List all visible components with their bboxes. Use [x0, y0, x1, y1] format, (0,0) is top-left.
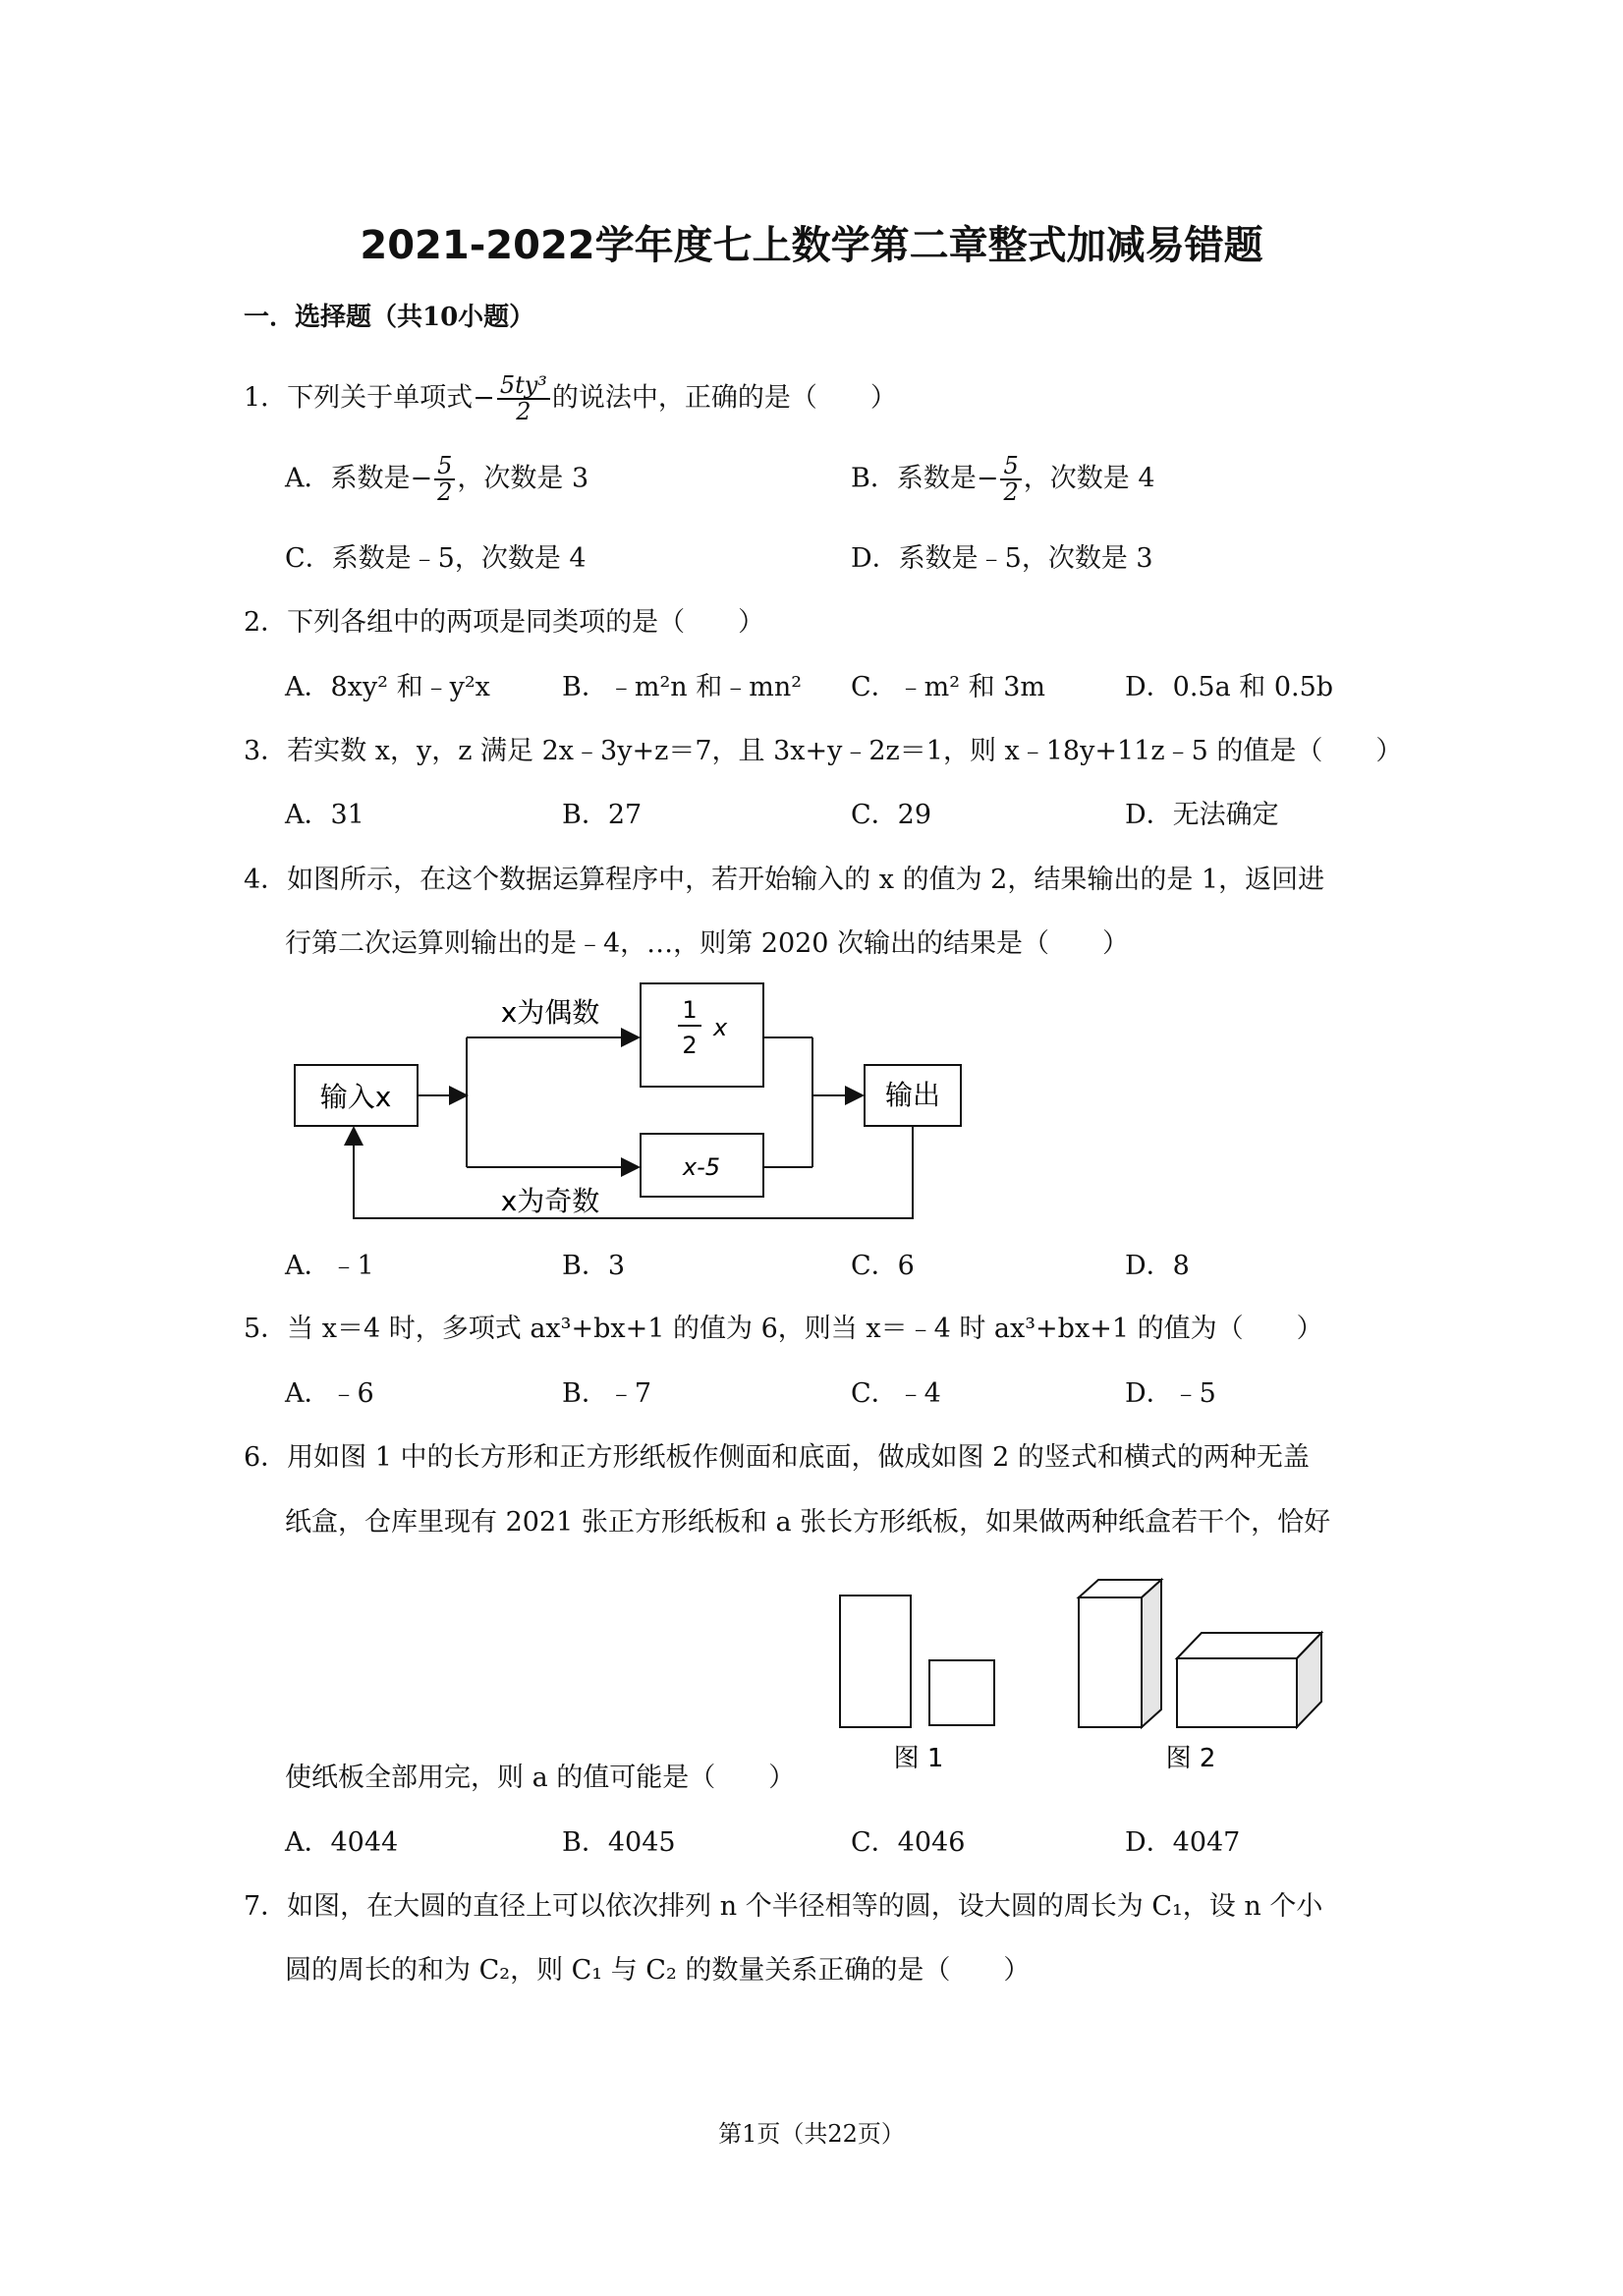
vertical-box-front	[1079, 1597, 1142, 1727]
minus-label: x-5	[682, 1153, 721, 1181]
question-3-stem: 3．若实数 x，y，z 满足 2x﹣3y+z＝7，且 3x+y﹣2z＝1，则 x﹣18y+11z﹣5 的值是（ ）	[244, 736, 1403, 766]
q1-b-pre: B．系数是−	[851, 463, 999, 494]
q6-option-a[interactable]: A．4044	[285, 1827, 399, 1858]
q2-option-c[interactable]: C．﹣m² 和 3m	[851, 672, 1046, 702]
question-6-stem-line3: 使纸板全部用完，则 a 的值可能是（ ）	[285, 1763, 796, 1793]
paperboard-figures	[835, 1572, 1326, 1783]
output-label: 输出	[884, 1079, 941, 1111]
odd-label: x为奇数	[500, 1185, 600, 1217]
q1-option-c[interactable]: C．系数是﹣5，次数是 4	[285, 543, 587, 574]
question-4-stem-line2: 行第二次运算则输出的是﹣4，…，则第 2020 次输出的结果是（ ）	[285, 928, 1130, 959]
q1-a-fraction	[434, 454, 455, 505]
q2-option-d[interactable]: D．0.5a 和 0.5b	[1125, 672, 1334, 702]
flowchart-diagram	[285, 979, 973, 1224]
fig1-label: 图 1	[893, 1744, 944, 1773]
page-title: 2021-2022学年度七上数学第二章整式加减易错题	[360, 223, 1263, 268]
half-box	[641, 983, 763, 1087]
q1-b-den: 2	[1003, 478, 1019, 507]
half-var: x	[713, 1014, 728, 1041]
loop-back-arrow	[354, 1126, 913, 1218]
square-board	[929, 1660, 994, 1725]
q2-option-a[interactable]: A．8xy² 和﹣y²x	[285, 672, 490, 702]
fig2-label: 图 2	[1165, 1744, 1216, 1773]
q2-option-b[interactable]: B．﹣m²n 和﹣mn²	[562, 672, 803, 702]
half-den: 2	[682, 1032, 698, 1059]
question-7-stem-line2: 圆的周长的和为 C₂，则 C₁ 与 C₂ 的数量关系正确的是（ ）	[285, 1955, 1031, 1986]
q6-option-b[interactable]: B．4045	[562, 1827, 676, 1858]
q3-option-a[interactable]: A．31	[285, 800, 364, 830]
even-label: x为偶数	[500, 996, 600, 1029]
q5-option-a[interactable]: A．﹣6	[285, 1378, 374, 1409]
page-footer: 第1页（共22页）	[718, 2120, 905, 2148]
q1-option-d[interactable]: D．系数是﹣5，次数是 3	[851, 543, 1153, 574]
question-6-stem-line2: 纸盒，仓库里现有 2021 张正方形纸板和 a 张长方形纸板，如果做两种纸盒若干个，恰好	[285, 1507, 1331, 1538]
q1-b-post: ，次数是 4	[1023, 463, 1155, 494]
q4-option-a[interactable]: A．﹣1	[285, 1251, 374, 1281]
q1-a-pre: A．系数是−	[285, 463, 433, 494]
q1-option-b[interactable]	[851, 454, 1155, 505]
section-heading: 一．选择题（共10小题）	[244, 303, 535, 332]
q1-option-a[interactable]	[285, 454, 588, 505]
q1-fraction	[497, 373, 550, 424]
q4-option-c[interactable]: C．6	[851, 1251, 915, 1281]
q6-option-c[interactable]: C．4046	[851, 1827, 966, 1858]
q1-a-num: 5	[434, 454, 455, 480]
question-7-stem-line1: 7．如图，在大圆的直径上可以依次排列 n 个半径相等的圆，设大圆的周长为 C₁，设 n 个小	[244, 1891, 1323, 1922]
q5-option-b[interactable]: B．﹣7	[562, 1378, 652, 1409]
q1-b-num: 5	[1000, 454, 1021, 480]
q1-a-post: ，次数是 3	[457, 463, 589, 494]
question-6-stem-line1: 6．用如图 1 中的长方形和正方形纸板作侧面和底面，做成如图 2 的竖式和横式的两种无盖	[244, 1442, 1310, 1473]
q6-option-d[interactable]: D．4047	[1125, 1827, 1241, 1858]
question-2-stem: 2．下列各组中的两项是同类项的是（ ）	[244, 607, 765, 638]
rectangle-board	[840, 1596, 911, 1727]
horizontal-box-front	[1177, 1658, 1297, 1727]
q1-frac-numerator: 5ty³	[497, 373, 550, 400]
q1-a-den: 2	[437, 478, 453, 507]
q5-option-c[interactable]: C．﹣4	[851, 1378, 941, 1409]
question-5-stem: 5．当 x＝4 时，多项式 ax³+bx+1 的值为 6，则当 x＝﹣4 时 ax³+bx+1 的值为（ ）	[244, 1314, 1323, 1344]
q3-option-c[interactable]: C．29	[851, 800, 932, 830]
q3-option-b[interactable]: B．27	[562, 800, 643, 830]
q4-option-b[interactable]: B．3	[562, 1251, 626, 1281]
q1-frac-denominator: 2	[516, 398, 532, 426]
question-4-stem-line1: 4．如图所示，在这个数据运算程序中，若开始输入的 x 的值为 2，结果输出的是 1，返回进	[244, 865, 1325, 895]
half-num: 1	[682, 996, 698, 1024]
q5-option-d[interactable]: D．﹣5	[1125, 1378, 1216, 1409]
q1-b-fraction	[1000, 454, 1021, 505]
question-1-stem	[244, 373, 897, 424]
q1-stem-part2: 的说法中，正确的是（ ）	[551, 382, 897, 414]
q1-stem-part1: 1．下列关于单项式−	[244, 382, 495, 414]
q4-option-d[interactable]: D．8	[1125, 1251, 1190, 1281]
q3-option-d[interactable]: D．无法确定	[1125, 800, 1279, 830]
vertical-box-side	[1142, 1580, 1161, 1727]
input-label: 输入x	[319, 1081, 392, 1113]
